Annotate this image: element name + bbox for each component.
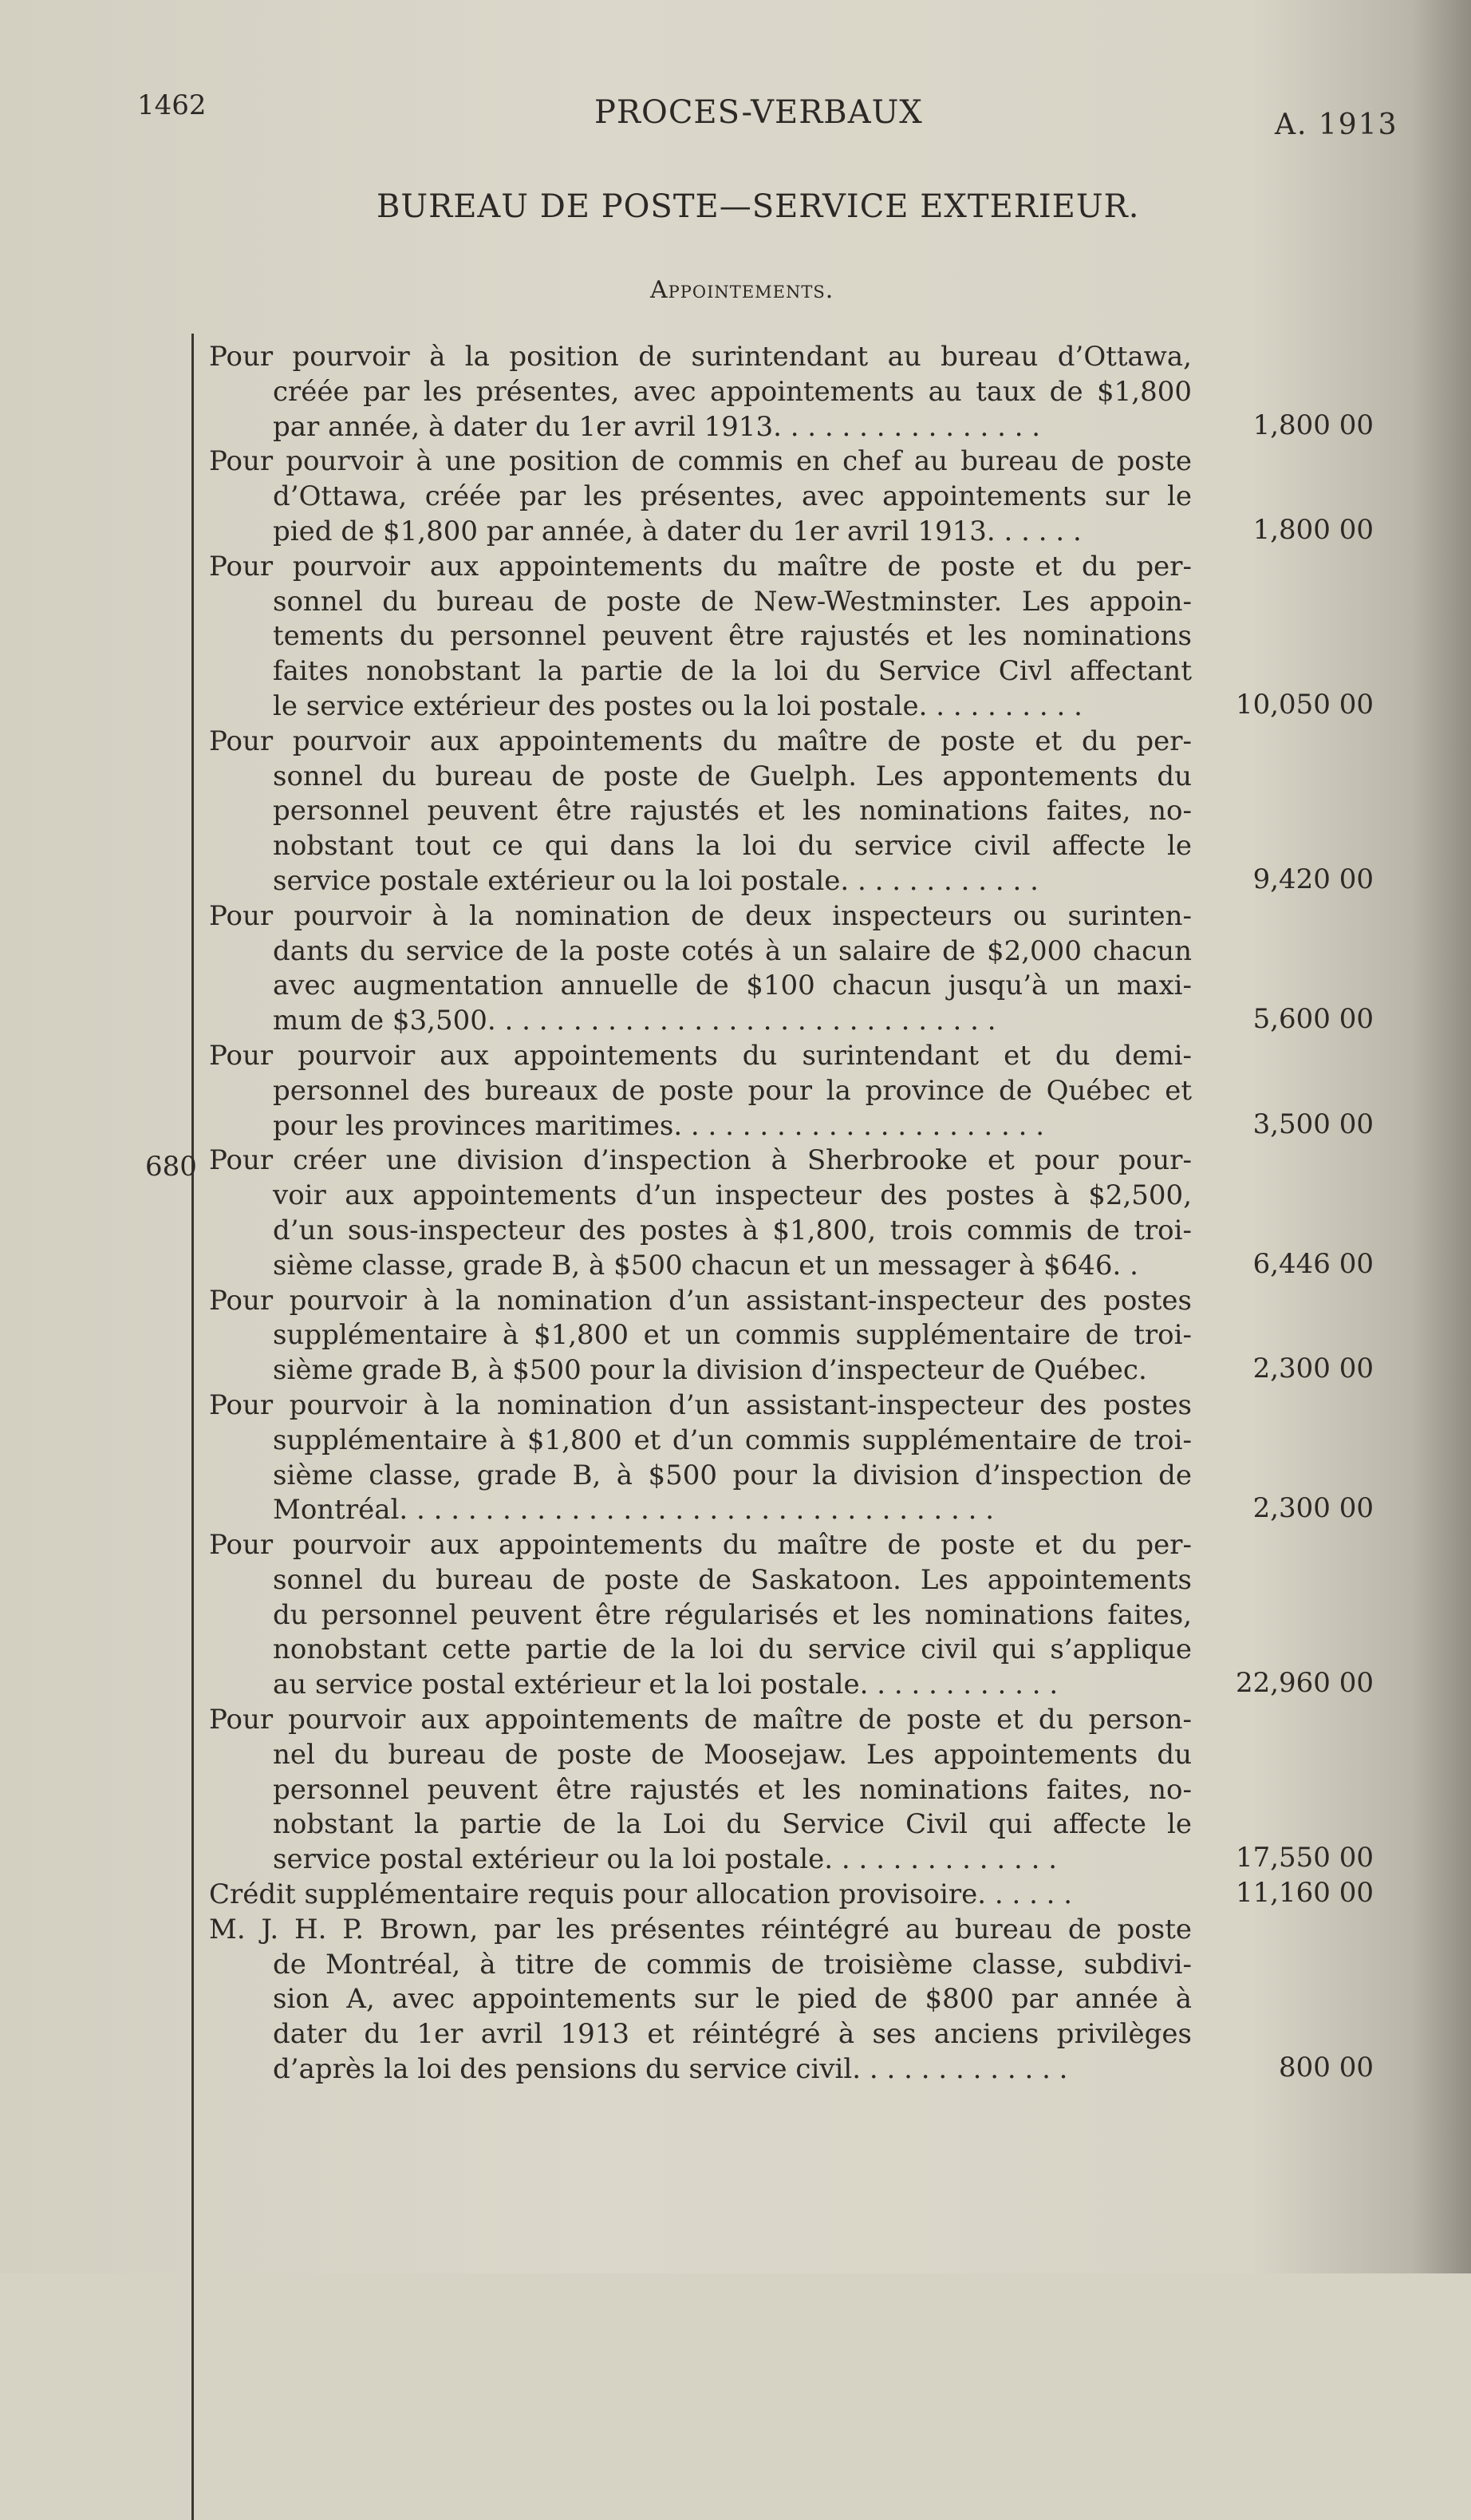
entry-text-line: Pour pourvoir aux appointements du surintendant et du demi-: [209, 1039, 1192, 1072]
entry-text-line: nobstant tout ce qui dans la loi du service civil affecte le: [273, 830, 1192, 863]
subsection-title: Appointements.: [650, 276, 834, 304]
appropriation-entries: [209, 340, 1374, 2087]
entry-amount: 1,800 00: [1252, 513, 1374, 546]
entry-text-line: sonnel du bureau de poste de Guelph. Les appontements du: [273, 760, 1192, 792]
entry-text-line: supplémentaire à $1,800 et un commis supplémentaire de troi-: [273, 1319, 1192, 1352]
appropriation-entry: [209, 444, 1374, 549]
entry-text-line: Pour pourvoir aux appointements du maître de poste et du per-: [209, 1529, 1192, 1562]
appropriation-entry: [209, 899, 1374, 1039]
entries-brace: [191, 334, 205, 2520]
entry-text-line: sième grade B, à $500 pour la division d’inspecteur de Québec.: [273, 1354, 1147, 1387]
appropriation-entry: [209, 1528, 1374, 1703]
entry-text-line: d’Ottawa, créée par les présentes, avec appointements sur le: [273, 480, 1192, 513]
entry-amount: 5,600 00: [1252, 1003, 1374, 1036]
entry-text-line: personnel peuvent être rajustés et les nominations faites, no-: [273, 1773, 1192, 1806]
entry-amount: 3,500 00: [1252, 1108, 1374, 1140]
entry-text-line: sième classe, grade B, à $500 pour la division d’inspection de: [273, 1459, 1192, 1491]
entry-text-line: Pour pourvoir à la nomination d’un assistant-inspecteur des postes: [209, 1388, 1192, 1421]
entry-text-line: personnel peuvent être rajustés et les nominations faites, no-: [273, 795, 1192, 827]
appropriation-entry: [209, 1039, 1374, 1143]
entry-amount: 9,420 00: [1252, 863, 1374, 895]
entry-text-line: d’un sous-inspecteur des postes à $1,800, trois commis de troi-: [273, 1214, 1192, 1246]
entry-text-line: Crédit supplémentaire requis pour allocation provisoire. . . . . .: [209, 1878, 1073, 1911]
entry-amount: 1,800 00: [1252, 409, 1374, 441]
entry-text-line: voir aux appointements d’un inspecteur des postes à $2,500,: [273, 1179, 1192, 1212]
entry-text-line: supplémentaire à $1,800 et d’un commis supplémentaire de troi-: [273, 1424, 1192, 1456]
entry-text-line: créée par les présentes, avec appointements au taux de $1,800: [273, 375, 1192, 408]
entry-text-line: faites nonobstant la partie de la loi du Service Civl affectant: [273, 655, 1192, 688]
entry-text-line: sonnel du bureau de poste de Saskatoon. Les appointements: [273, 1563, 1192, 1596]
entry-text-line: Pour pourvoir aux appointements du maître de poste et du per-: [209, 550, 1192, 583]
entry-amount: 800 00: [1279, 2052, 1374, 2084]
entry-text-line: tements du personnel peuvent être rajustés et les nominations: [273, 620, 1192, 653]
entry-text-line: nobstant la partie de la Loi du Service Civil qui affecte le: [273, 1808, 1192, 1841]
appropriation-entry: [209, 1284, 1374, 1388]
entry-text-line: Pour pourvoir aux appointements de maître de poste et du person-: [209, 1704, 1192, 1736]
appropriation-entry: [209, 1388, 1374, 1528]
entry-text-line: pour les provinces maritimes. . . . . . . . . . . . . . . . . . . . . .: [273, 1109, 1045, 1142]
page-number: 1462: [137, 89, 207, 121]
section-title: BUREAU DE POSTE—SERVICE EXTERIEUR.: [377, 188, 1140, 225]
entry-text-line: d’après la loi des pensions du service civil. . . . . . . . . . . . .: [273, 2053, 1068, 2086]
appropriation-entry: [209, 550, 1374, 725]
entry-text-line: Montréal. . . . . . . . . . . . . . . . . . . . . . . . . . . . . . . . . . .: [273, 1494, 995, 1527]
entry-text-line: personnel des bureaux de poste pour la province de Québec et: [273, 1074, 1192, 1107]
entry-amount: 17,550 00: [1235, 1842, 1374, 1874]
entry-text-line: nonobstant cette partie de la loi du service civil qui s’applique: [273, 1633, 1192, 1666]
entry-text-line: mum de $3,500. . . . . . . . . . . . . . . . . . . . . . . . . . . . . .: [273, 1005, 996, 1037]
entry-amount: 6,446 00: [1252, 1247, 1374, 1280]
page-header-title: PROCES-VERBAUX: [594, 94, 923, 131]
entry-text-line: par année, à dater du 1er avril 1913. . . . . . . . . . . . . . . .: [273, 410, 1041, 443]
entry-amount: 2,300 00: [1252, 1353, 1374, 1385]
entry-text-line: sion A, avec appointements sur le pied de $800 par année à: [273, 1983, 1192, 2016]
entry-text-line: sonnel du bureau de poste de New-Westminster. Les appoin-: [273, 585, 1192, 618]
entry-amount: 22,960 00: [1235, 1667, 1374, 1700]
entry-amount: 10,050 00: [1235, 688, 1374, 721]
appropriation-entry: [209, 1878, 1374, 1913]
brace-number: 680: [145, 1151, 197, 1183]
entry-amount: 2,300 00: [1252, 1492, 1374, 1525]
entry-text-line: sième classe, grade B, à $500 chacun et un messager à $646. .: [273, 1249, 1138, 1282]
appropriation-entry: [209, 725, 1374, 899]
entry-text-line: de Montréal, à titre de commis de troisième classe, subdivi-: [273, 1948, 1192, 1981]
entry-amount: 11,160 00: [1235, 1877, 1374, 1910]
appropriation-entry: [209, 1143, 1374, 1283]
entry-text-line: Pour pourvoir à la position de surintendant au bureau d’Ottawa,: [209, 341, 1192, 373]
entry-text-line: service postal extérieur ou la loi postale. . . . . . . . . . . . . .: [273, 1843, 1058, 1876]
entry-text-line: M. J. H. P. Brown, par les présentes réintégré au bureau de poste: [209, 1913, 1192, 1945]
entry-text-line: avec augmentation annuelle de $100 chacun jusqu’à un maxi-: [273, 970, 1192, 1002]
appropriation-entry: [209, 1913, 1374, 2087]
entry-text-line: pied de $1,800 par année, à dater du 1er avril 1913. . . . . .: [273, 515, 1082, 547]
entry-text-line: dants du service de la poste cotés à un salaire de $2,000 chacun: [273, 934, 1192, 967]
entry-text-line: Pour pourvoir à une position de commis en chef au bureau de poste: [209, 445, 1192, 478]
entry-text-line: au service postal extérieur et la loi postale. . . . . . . . . . . .: [273, 1669, 1059, 1701]
entry-text-line: Pour pourvoir à la nomination de deux inspecteurs ou surinten-: [209, 899, 1192, 932]
entry-text-line: dater du 1er avril 1913 et réintégré à ses anciens privilèges: [273, 2018, 1192, 2051]
entry-text-line: Pour pourvoir à la nomination d’un assistant-inspecteur des postes: [209, 1284, 1192, 1317]
entry-text-line: nel du bureau de poste de Moosejaw. Les appointements du: [273, 1738, 1192, 1771]
page-header-year: A. 1913: [1275, 109, 1398, 141]
entry-text-line: Pour créer une division d’inspection à Sherbrooke et pour pour-: [209, 1144, 1192, 1177]
entry-text-line: Pour pourvoir aux appointements du maître de poste et du per-: [209, 725, 1192, 757]
appropriation-entry: [209, 1703, 1374, 1878]
entry-text-line: du personnel peuvent être régularisés et les nominations faites,: [273, 1598, 1192, 1631]
entry-text-line: service postale extérieur ou la loi postale. . . . . . . . . . . .: [273, 864, 1039, 897]
appropriation-entry: [209, 340, 1374, 444]
entry-text-line: le service extérieur des postes ou la loi postale. . . . . . . . . .: [273, 689, 1083, 722]
